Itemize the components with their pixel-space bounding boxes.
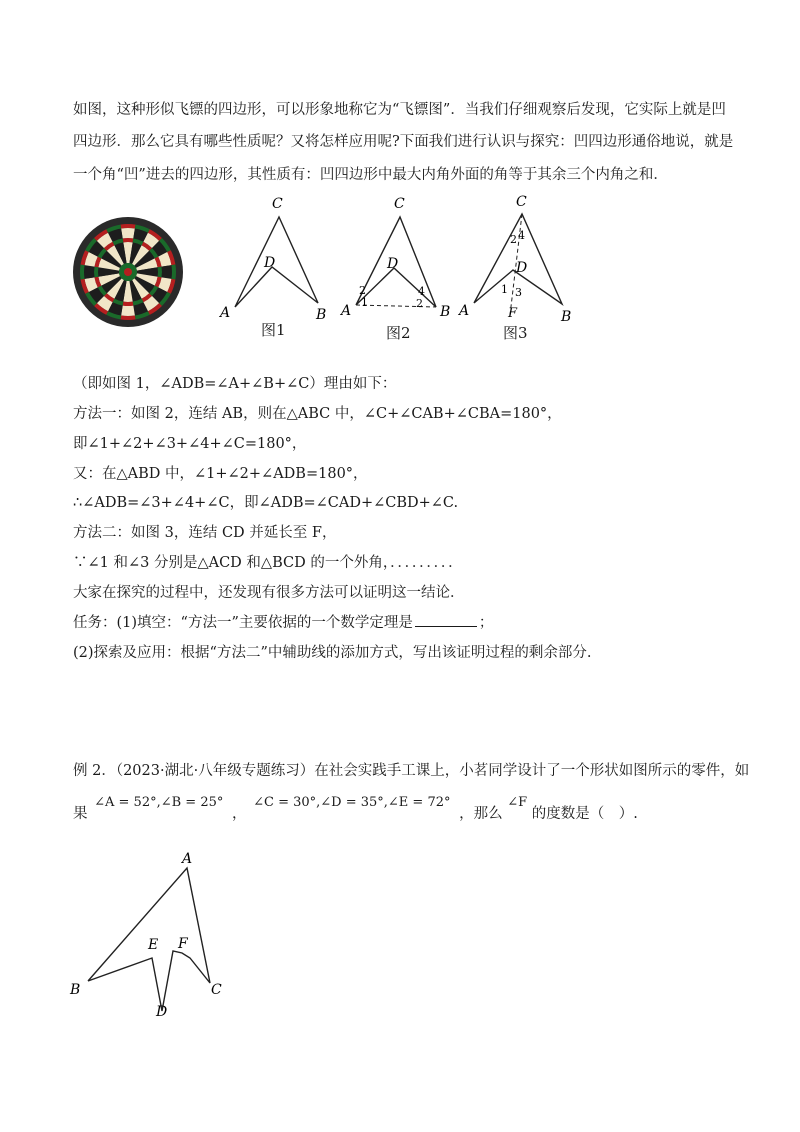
fig3-angle-1: 1 — [501, 283, 508, 296]
fig1-label-d: D — [264, 255, 276, 271]
figure-1-diagram — [212, 190, 342, 325]
task-1-text: 任务：(1)填空：“方法一”主要依据的一个数学定理是 — [73, 615, 413, 631]
example2-ru: 果 — [73, 806, 88, 822]
example2-comma: ， — [231, 806, 247, 822]
fig3-angle-4: 4 — [518, 229, 525, 242]
fig3-label-f: F — [508, 306, 518, 321]
fig2-angle-1: 1 — [361, 296, 368, 309]
intro-line-3: 一个角“凹”进去的四边形，其性质有：凹四边形中最大内角外面的角等于其余三个内角之和． — [73, 167, 668, 183]
example2-label-c: C — [211, 982, 222, 998]
fig2-label-b: B — [440, 304, 451, 320]
proof-line-6: 方法二：如图 3，连结 CD 并延长至 F， — [73, 525, 337, 541]
task-1-answer-blank[interactable] — [415, 626, 477, 627]
proof-line-10: (2)探索及应用：根据“方法二”中辅助线的添加方式，写出该证明过程的剩余部分. — [73, 645, 592, 661]
intro-line-1: 如图，这种形似飞镖的四边形，可以形象地称它为“飞镖图”．当我们仔细观察后发现，它实际上就是凹 — [73, 102, 726, 118]
proof-line-9 — [73, 611, 493, 632]
fig2-angle-4: 4 — [418, 285, 425, 298]
proof-line-1: （即如图 1，∠ADB=∠A+∠B+∠C）理由如下： — [73, 376, 397, 392]
example2-line-1: 例 2．（2023·湖北·八年级专题练习）在社会实践手工课上，小茗同学设计了一个形状如图所示的零件，如 — [73, 763, 750, 779]
fig1-label-b: B — [316, 307, 327, 323]
figure-1-caption: 图1 — [261, 321, 286, 339]
fig3-label-c: C — [516, 194, 527, 210]
example2-figure-diagram — [64, 848, 244, 1023]
example2-line-2 — [73, 795, 638, 823]
dartboard-image — [72, 216, 184, 328]
figure-2-caption: 图2 — [386, 324, 411, 342]
proof-line-5: ∴∠ADB=∠3+∠4+∠C，即∠ADB=∠CAD+∠CBD+∠C. — [73, 495, 459, 511]
example2-angle-f: ∠F — [507, 795, 528, 810]
example2-then: ，那么 — [459, 806, 503, 822]
fig1-label-a: A — [220, 305, 231, 321]
fig2-label-c: C — [394, 196, 405, 212]
example2-condition-1: ∠A = 52°,∠B = 25° — [94, 795, 224, 810]
fig2-label-a: A — [341, 303, 352, 319]
proof-line-4: 又：在△ABD 中，∠1+∠2+∠ADB=180°， — [73, 466, 368, 482]
proof-line-3: 即∠1+∠2+∠3+∠4+∠C=180°， — [73, 436, 307, 452]
task-1-semicolon: ； — [478, 615, 494, 631]
fig3-angle-2: 2 — [510, 233, 517, 246]
example2-label-d: D — [156, 1004, 168, 1020]
example2-condition-2: ∠C = 30°,∠D = 35°,∠E = 72° — [253, 795, 451, 810]
fig3-label-b: B — [561, 309, 572, 325]
fig2-angle-2-left: 2 — [359, 284, 366, 297]
fig2-angle-2-right: 2 — [416, 297, 423, 310]
figure-3-caption: 图3 — [503, 324, 528, 342]
figure-2-diagram — [336, 190, 456, 325]
example2-label-f: F — [178, 936, 188, 952]
example2-label-a: A — [182, 851, 193, 867]
fig2-label-d: D — [387, 256, 399, 272]
intro-line-2: 四边形．那么它具有哪些性质呢？又将怎样应用呢?下面我们进行认识与探究：凹四边形通俗地说，就是 — [73, 134, 734, 150]
example2-label-b: B — [70, 982, 81, 998]
fig1-label-c: C — [272, 196, 283, 212]
fig3-angle-3: 3 — [515, 286, 522, 299]
fig2-dashed-ab — [356, 305, 436, 307]
proof-line-7: ∵∠1 和∠3 分别是△ACD 和△BCD 的一个外角，．．．．．．．．． — [73, 555, 463, 571]
proof-line-8: 大家在探究的过程中，还发现有很多方法可以证明这一结论． — [73, 585, 465, 601]
fig3-label-d: D — [516, 260, 528, 276]
proof-line-2: 方法一：如图 2，连结 AB，则在△ABC 中，∠C+∠CAB+∠CBA=180°， — [73, 406, 562, 422]
fig1-dart-outline — [235, 217, 318, 307]
example2-label-e: E — [148, 937, 159, 953]
example2-question: 的度数是（ ）. — [531, 806, 638, 822]
figure-3-diagram — [452, 190, 582, 330]
fig3-label-a: A — [459, 303, 470, 319]
